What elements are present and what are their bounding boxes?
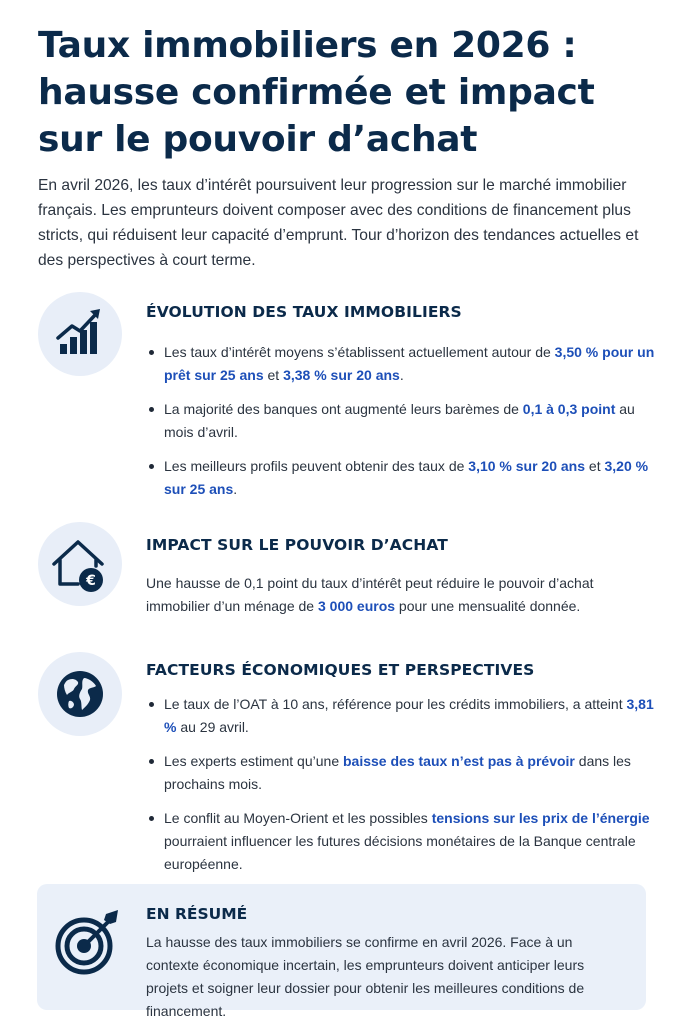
chart-growth-icon <box>38 292 122 376</box>
impact-paragraph: Une hausse de 0,1 point du taux d’intérêt peut réduire le pouvoir d’achat immobilier d’un ménage de 3 000 euros pour une mensualité donnée. <box>146 575 594 614</box>
list-item: La majorité des banques ont augmenté leurs barèmes de 0,1 à 0,3 point au mois d’avril. <box>146 398 656 444</box>
section-title-evolution: ÉVOLUTION DES TAUX IMMOBILIERS <box>146 303 462 321</box>
svg-text:€: € <box>86 573 96 589</box>
evolution-bullets <box>146 341 656 501</box>
list-item: Les experts estiment qu’une baisse des taux n’est pas à prévoir dans les prochains mois. <box>146 750 656 796</box>
page-title: Taux immobiliers en 2026 : hausse confirmée et impact sur le pouvoir d’achat <box>38 25 595 160</box>
section-title-facteurs: FACTEURS ÉCONOMIQUES ET PERSPECTIVES <box>146 661 535 679</box>
list-item: Les taux d’intérêt moyens s’établissent actuellement autour de 3,50 % pour un prêt sur 25 ans et 3,38 % sur 20 ans. <box>146 341 656 387</box>
house-euro-icon <box>38 522 122 606</box>
list-item: Le conflit au Moyen-Orient et les possibles tensions sur les prix de l’énergie pourraient influencer les futures décisions monétaires de la Banque centrale européenne. <box>146 807 656 876</box>
facteurs-bullets <box>146 693 656 876</box>
summary-text: La hausse des taux immobiliers se confirme en avril 2026. Face à un contexte économique incertain, les emprunteurs doivent anticiper leurs projets et soigner leur dossier pour obtenir les meilleures conditions de financement. <box>146 934 585 1019</box>
summary-title: EN RÉSUMÉ <box>146 905 248 923</box>
section-title-impact: IMPACT SUR LE POUVOIR D’ACHAT <box>146 536 448 554</box>
globe-icon <box>38 652 122 736</box>
list-item: Le taux de l’OAT à 10 ans, référence pour les crédits immobiliers, a atteint 3,81 % au 29 avril. <box>146 693 656 739</box>
intro-paragraph: En avril 2026, les taux d’intérêt poursuivent leur progression sur le marché immobilier français. Les emprunteurs doivent composer avec des conditions de financement plus stricts, qui réduisent leur capacité d’emprunt. Tour d’horizon des tendances actuelles et des perspectives à court terme. <box>38 177 639 269</box>
list-item: Les meilleurs profils peuvent obtenir des taux de 3,10 % sur 20 ans et 3,20 % sur 25 ans. <box>146 455 656 501</box>
target-icon <box>48 902 128 982</box>
